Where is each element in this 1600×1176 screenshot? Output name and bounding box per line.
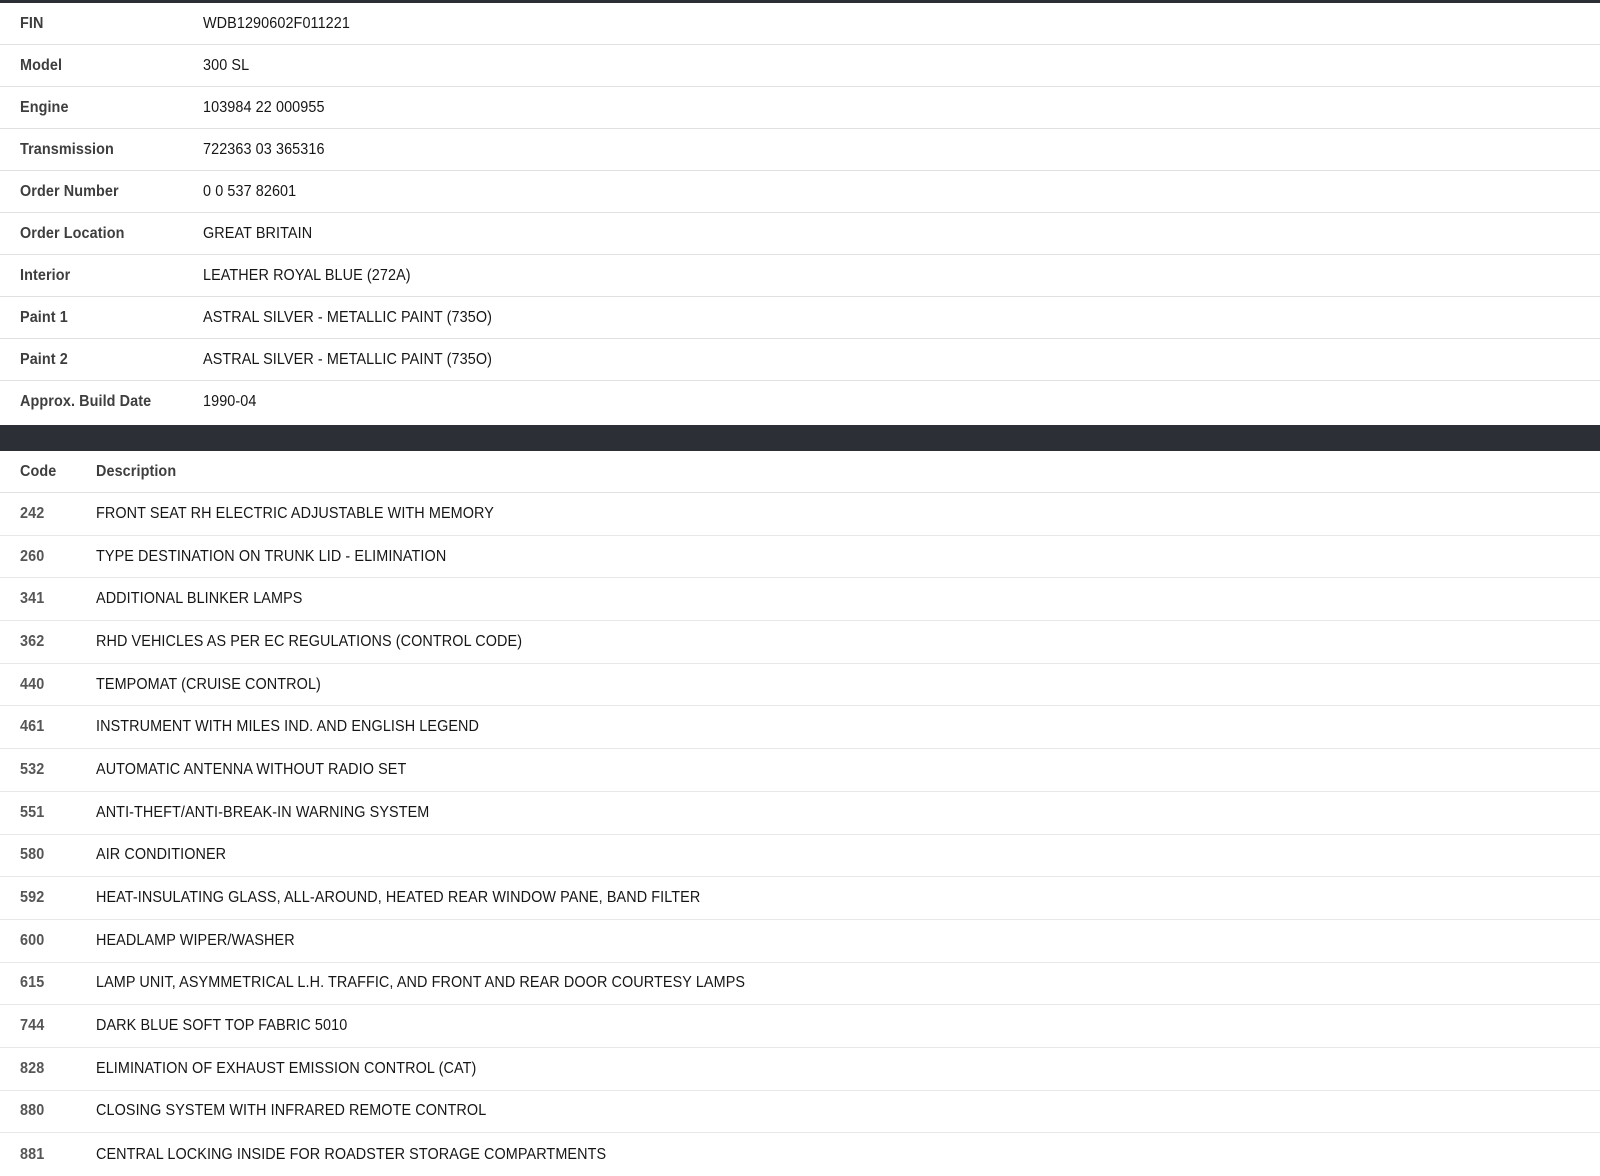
option-code-text: 551 [20,803,45,821]
spec-table-row [0,171,1600,213]
option-code-text: 341 [20,590,45,608]
spec-label-text: Transmission [20,140,114,158]
spec-label [0,99,203,117]
option-code-row [0,493,1600,536]
spec-value-text: 0 0 537 82601 [203,182,297,200]
option-code-text: 532 [20,760,45,778]
spec-value-text: WDB1290602F011221 [203,14,350,32]
option-code-row [0,664,1600,707]
option-code-row [0,920,1600,963]
option-description-text: LAMP UNIT, ASYMMETRICAL L.H. TRAFFIC, AND FRONT AND REAR DOOR COURTESY LAMPS [96,974,746,992]
option-description [96,1060,519,1078]
spec-value [203,351,524,369]
option-code [0,548,96,566]
option-description-text: HEAT-INSULATING GLASS, ALL-AROUND, HEATED REAR WINDOW PANE, BAND FILTER [96,889,701,907]
section-divider-bar [0,425,1600,451]
code-header-text: Code [20,462,57,480]
option-code-row [0,621,1600,664]
option-code [0,974,96,992]
description-column-header [96,463,185,481]
option-description [96,761,441,779]
option-code [0,676,96,694]
option-code [0,1102,96,1120]
option-code-text: 362 [20,632,45,650]
option-code-text: 580 [20,846,45,864]
spec-label-text: Order Location [20,224,125,242]
option-rows-container [0,493,1600,1176]
spec-label [0,267,203,285]
option-code-row [0,749,1600,792]
spec-table-row [0,297,1600,339]
option-code-row [0,1091,1600,1134]
option-description [96,846,241,864]
option-code-text: 242 [20,504,45,522]
option-code [0,590,96,608]
spec-table-row [0,87,1600,129]
spec-value [203,393,262,411]
option-description-text: RHD VEHICLES AS PER EC REGULATIONS (CONTROL CODE) [96,632,523,650]
option-code-text: 880 [20,1102,45,1120]
option-code [0,1017,96,1035]
option-code-row [0,706,1600,749]
option-code-row [0,1048,1600,1091]
spec-value [203,57,254,75]
spec-label-text: Engine [20,98,69,116]
option-code [0,1060,96,1078]
option-code-text: 600 [20,931,45,949]
spec-value-text: ASTRAL SILVER - METALLIC PAINT (735O) [203,308,493,326]
spec-label-text: Approx. Build Date [20,393,152,410]
option-code [0,505,96,523]
spec-value-text: 1990-04 [203,393,257,410]
spec-label-text: Interior [20,266,71,284]
option-code-row [0,1133,1600,1176]
option-code-row [0,835,1600,878]
option-code-text: 260 [20,547,45,565]
option-description-text: HEADLAMP WIPER/WASHER [96,931,295,949]
spec-label [0,393,203,411]
option-code-row [0,1005,1600,1048]
option-description-text: AUTOMATIC ANTENNA WITHOUT RADIO SET [96,760,407,778]
option-code-row [0,536,1600,579]
spec-value [203,183,307,201]
option-description-text: CLOSING SYSTEM WITH INFRARED REMOTE CONTROL [96,1102,487,1120]
spec-value-text: 722363 03 365316 [203,140,325,158]
spec-label-text: FIN [20,14,44,32]
option-code-row [0,578,1600,621]
option-code-text: 828 [20,1059,45,1077]
option-code-text: 592 [20,889,45,907]
option-description [96,548,485,566]
option-code [0,846,96,864]
option-code-text: 744 [20,1017,45,1035]
option-description-text: AIR CONDITIONER [96,846,227,864]
option-code [0,804,96,822]
spec-table-row [0,3,1600,45]
option-description [96,718,522,736]
spec-label [0,57,203,75]
description-header-text: Description [96,462,177,480]
spec-value-text: GREAT BRITAIN [203,224,313,242]
spec-value [203,267,434,285]
option-codes-table [0,451,1600,1176]
option-description [96,974,817,992]
spec-value-text: 103984 22 000955 [203,98,325,116]
spec-label [0,15,203,33]
option-description-text: TEMPOMAT (CRUISE CONTROL) [96,675,321,693]
option-code-text: 615 [20,974,45,992]
spec-label-text: Paint 1 [20,308,68,326]
spec-value-text: ASTRAL SILVER - METALLIC PAINT (735O) [203,350,493,368]
spec-value [203,99,338,117]
option-code [0,761,96,779]
option-description [96,505,538,523]
option-description-text: ELIMINATION OF EXHAUST EMISSION CONTROL (CAT) [96,1059,477,1077]
spec-value [203,15,366,33]
option-code-row [0,877,1600,920]
option-code-row [0,792,1600,835]
spec-value [203,225,324,243]
option-code-text: 440 [20,675,45,693]
option-description [96,633,569,651]
spec-label [0,351,203,369]
option-description [96,932,317,950]
option-description-text: FRONT SEAT RH ELECTRIC ADJUSTABLE WITH MEMORY [96,504,494,522]
option-code [0,718,96,736]
spec-value [203,309,524,327]
option-code-text: 461 [20,718,45,736]
option-table-header [0,451,1600,493]
option-code-row [0,963,1600,1006]
option-description-text: CENTRAL LOCKING INSIDE FOR ROADSTER STORAGE COMPARTMENTS [96,1145,607,1163]
spec-value [203,141,338,159]
option-code [0,1146,96,1164]
vehicle-spec-table [0,3,1600,423]
spec-label [0,183,203,201]
option-code [0,633,96,651]
spec-label-text: Paint 2 [20,350,68,368]
option-description [96,676,346,694]
spec-label [0,141,203,159]
option-description-text: ADDITIONAL BLINKER LAMPS [96,590,303,608]
option-description [96,889,768,907]
spec-table-row [0,45,1600,87]
option-description [96,1017,375,1035]
code-column-header [0,463,96,481]
option-code [0,889,96,907]
option-description [96,1146,663,1164]
option-description [96,590,325,608]
option-description [96,804,466,822]
option-description-text: ANTI-THEFT/ANTI-BREAK-IN WARNING SYSTEM [96,803,430,821]
spec-table-row [0,339,1600,381]
option-description-text: TYPE DESTINATION ON TRUNK LID - ELIMINATION [96,547,447,565]
spec-label-text: Order Number [20,182,119,200]
spec-table-row [0,381,1600,423]
option-code [0,932,96,950]
spec-value-text: LEATHER ROYAL BLUE (272A) [203,266,411,284]
spec-table-row [0,255,1600,297]
option-description-text: INSTRUMENT WITH MILES IND. AND ENGLISH LEGEND [96,718,480,736]
option-code-text: 881 [20,1145,45,1163]
spec-table-row [0,129,1600,171]
option-description [96,1102,530,1120]
spec-label-text: Model [20,56,63,74]
spec-value-text: 300 SL [203,56,250,74]
spec-label [0,225,203,243]
spec-label [0,309,203,327]
option-description-text: DARK BLUE SOFT TOP FABRIC 5010 [96,1017,348,1035]
spec-table-row [0,213,1600,255]
